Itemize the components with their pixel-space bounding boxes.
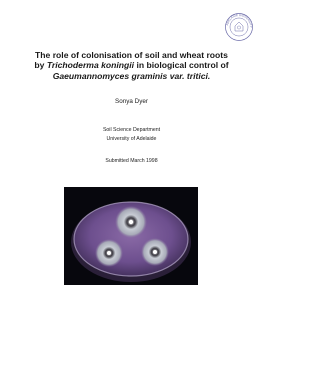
species-name: Trichoderma koningii	[46, 60, 135, 71]
university: University of Adelaide	[106, 136, 157, 142]
author-name: Sonya Dyer	[115, 98, 148, 105]
submission-date: Submitted March 1998	[105, 158, 158, 164]
department: Soil Science Department	[102, 127, 161, 133]
seal-text: ADELAIDE UNIVERSITY	[225, 12, 254, 28]
thesis-title	[14, 50, 249, 81]
title-line-3: Gaeumannomyces graminis var. tritici.	[52, 70, 211, 81]
university-seal	[224, 12, 254, 42]
svg-text:ADELAIDE UNIVERSITY	[225, 13, 253, 28]
petri-dish-photo	[64, 187, 198, 285]
title-line-2: by Trichoderma koningii in biological control of	[34, 60, 229, 71]
title-line-1: The role of colonisation of soil and wheat roots	[35, 50, 228, 60]
